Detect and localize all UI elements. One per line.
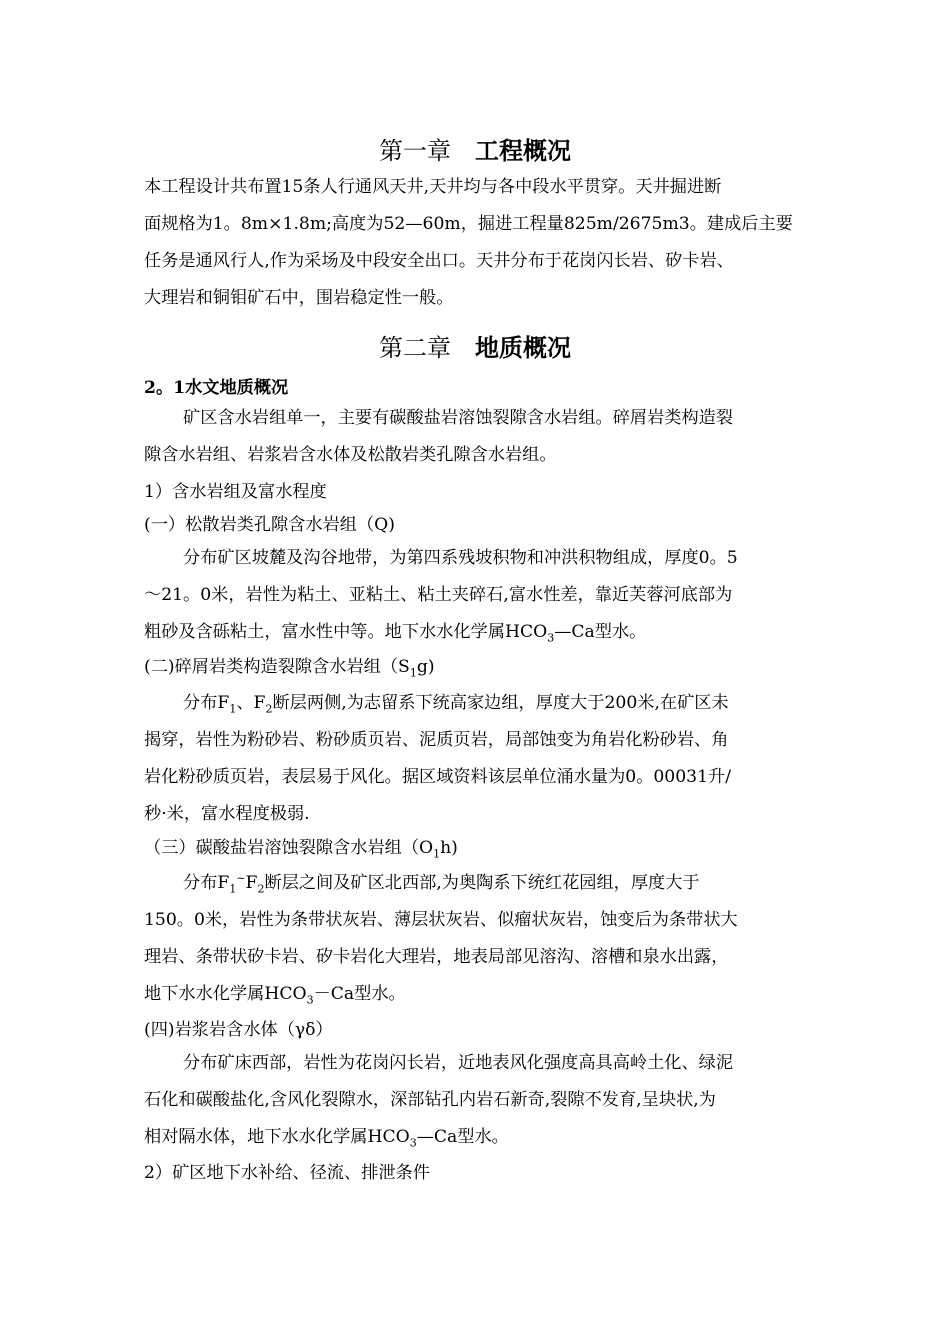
text-line: 分布$F_1$、$F_2$断层两侧,为志留系下统高家边组，厚度大于200米,在矿区未 [183,693,729,716]
text-line: 本工程设计共布置15条人行通风天井,天井均与各中段水平贯穿。天井掘进断 [144,177,722,197]
text-line: 相对隔水体，地下水水化学属$HCO_3—Ca$型水。 [144,1127,509,1150]
subsection-heading: (二)碎屑岩类构造裂隙含水岩组$(S_1g)$ [144,657,435,680]
subsection-heading: (一）松散岩类孔隙含水岩组（Q) [144,515,395,535]
text-line: 地下水水化学属$HCO_3-Ca$型水。 [144,984,406,1007]
chapter-1-heading [0,136,950,166]
subsection-heading: （三）碳酸盐岩溶蚀裂隙含水岩组$(O_1h)$ [144,838,458,861]
text-line: 隙含水岩组、岩浆岩含水体及松散岩类孔隙含水岩组。 [144,445,557,465]
list-item: 2）矿区地下水补给、径流、排泄条件 [144,1163,430,1183]
text-line: 大理岩和铜钼矿石中，围岩稳定性一般。 [144,288,454,308]
text-line: 岩化粉砂质页岩，表层易于风化。据区域资料该层单位涌水量为0。00031升/ [144,767,732,787]
text-line: 理岩、条带状矽卡岩、矽卡岩化大理岩，地表局部见溶沟、溶槽和泉水出露， [144,947,729,967]
list-item: 1）含水岩组及富水程度 [144,482,327,502]
text-line: 秒·米，富水程度极弱. [144,804,310,824]
chapter-2-heading [0,333,950,363]
text-line: 粗砂及含砾粘土，富水性中等。地下水水化学属$HCO_3—Ca$型水。 [144,622,647,645]
section-heading: 2。1水文地质概况 [144,378,289,398]
text-line: 分布矿床西部，岩性为花岗闪长岩，近地表风化强度高具高岭土化、绿泥 [183,1053,734,1073]
text-line: 矿区含水岩组单一，主要有碳酸盐岩溶蚀裂隙含水岩组。碎屑岩类构造裂 [183,408,734,428]
text-line: ～21。0米，岩性为粘土、亚粘土、粘土夹碎石,富水性差，靠近芙蓉河底部为 [144,585,733,605]
text-line: 面规格为1。8m×1.8m;高度为52—60m，掘进工程量825m/2675m3。建成后主要 [144,214,793,234]
chapter-title: 地质概况 [475,333,571,362]
chapter-title: 工程概况 [475,136,571,165]
text-line: 分布$F_1^\sim F_2$断层之间及矿区北西部,为奥陶系下统红花园组，厚度大于 [183,871,700,896]
text-line: 分布矿区坡麓及沟谷地带，为第四系残坡积物和冲洪积物组成，厚度0。5 [183,548,738,568]
chapter-number: 第二章 [379,334,451,362]
text-line: 石化和碳酸盐化,含风化裂隙水，深部钻孔内岩石新奇,裂隙不发育,呈块状,为 [144,1090,716,1110]
text-line: 揭穿，岩性为粉砂岩、粉砂质页岩、泥质页岩，局部蚀变为角岩化粉砂岩、角 [144,730,729,750]
text-line: 150。0米，岩性为条带状灰岩、薄层状灰岩、似瘤状灰岩，蚀变后为条带状大 [144,910,738,930]
text-line: 任务是通风行人,作为采场及中段安全出口。天井分布于花岗闪长岩、矽卡岩、 [144,251,734,271]
chapter-number: 第一章 [379,137,451,165]
subsection-heading: (四)岩浆岩含水体（γδ） [144,1020,333,1040]
